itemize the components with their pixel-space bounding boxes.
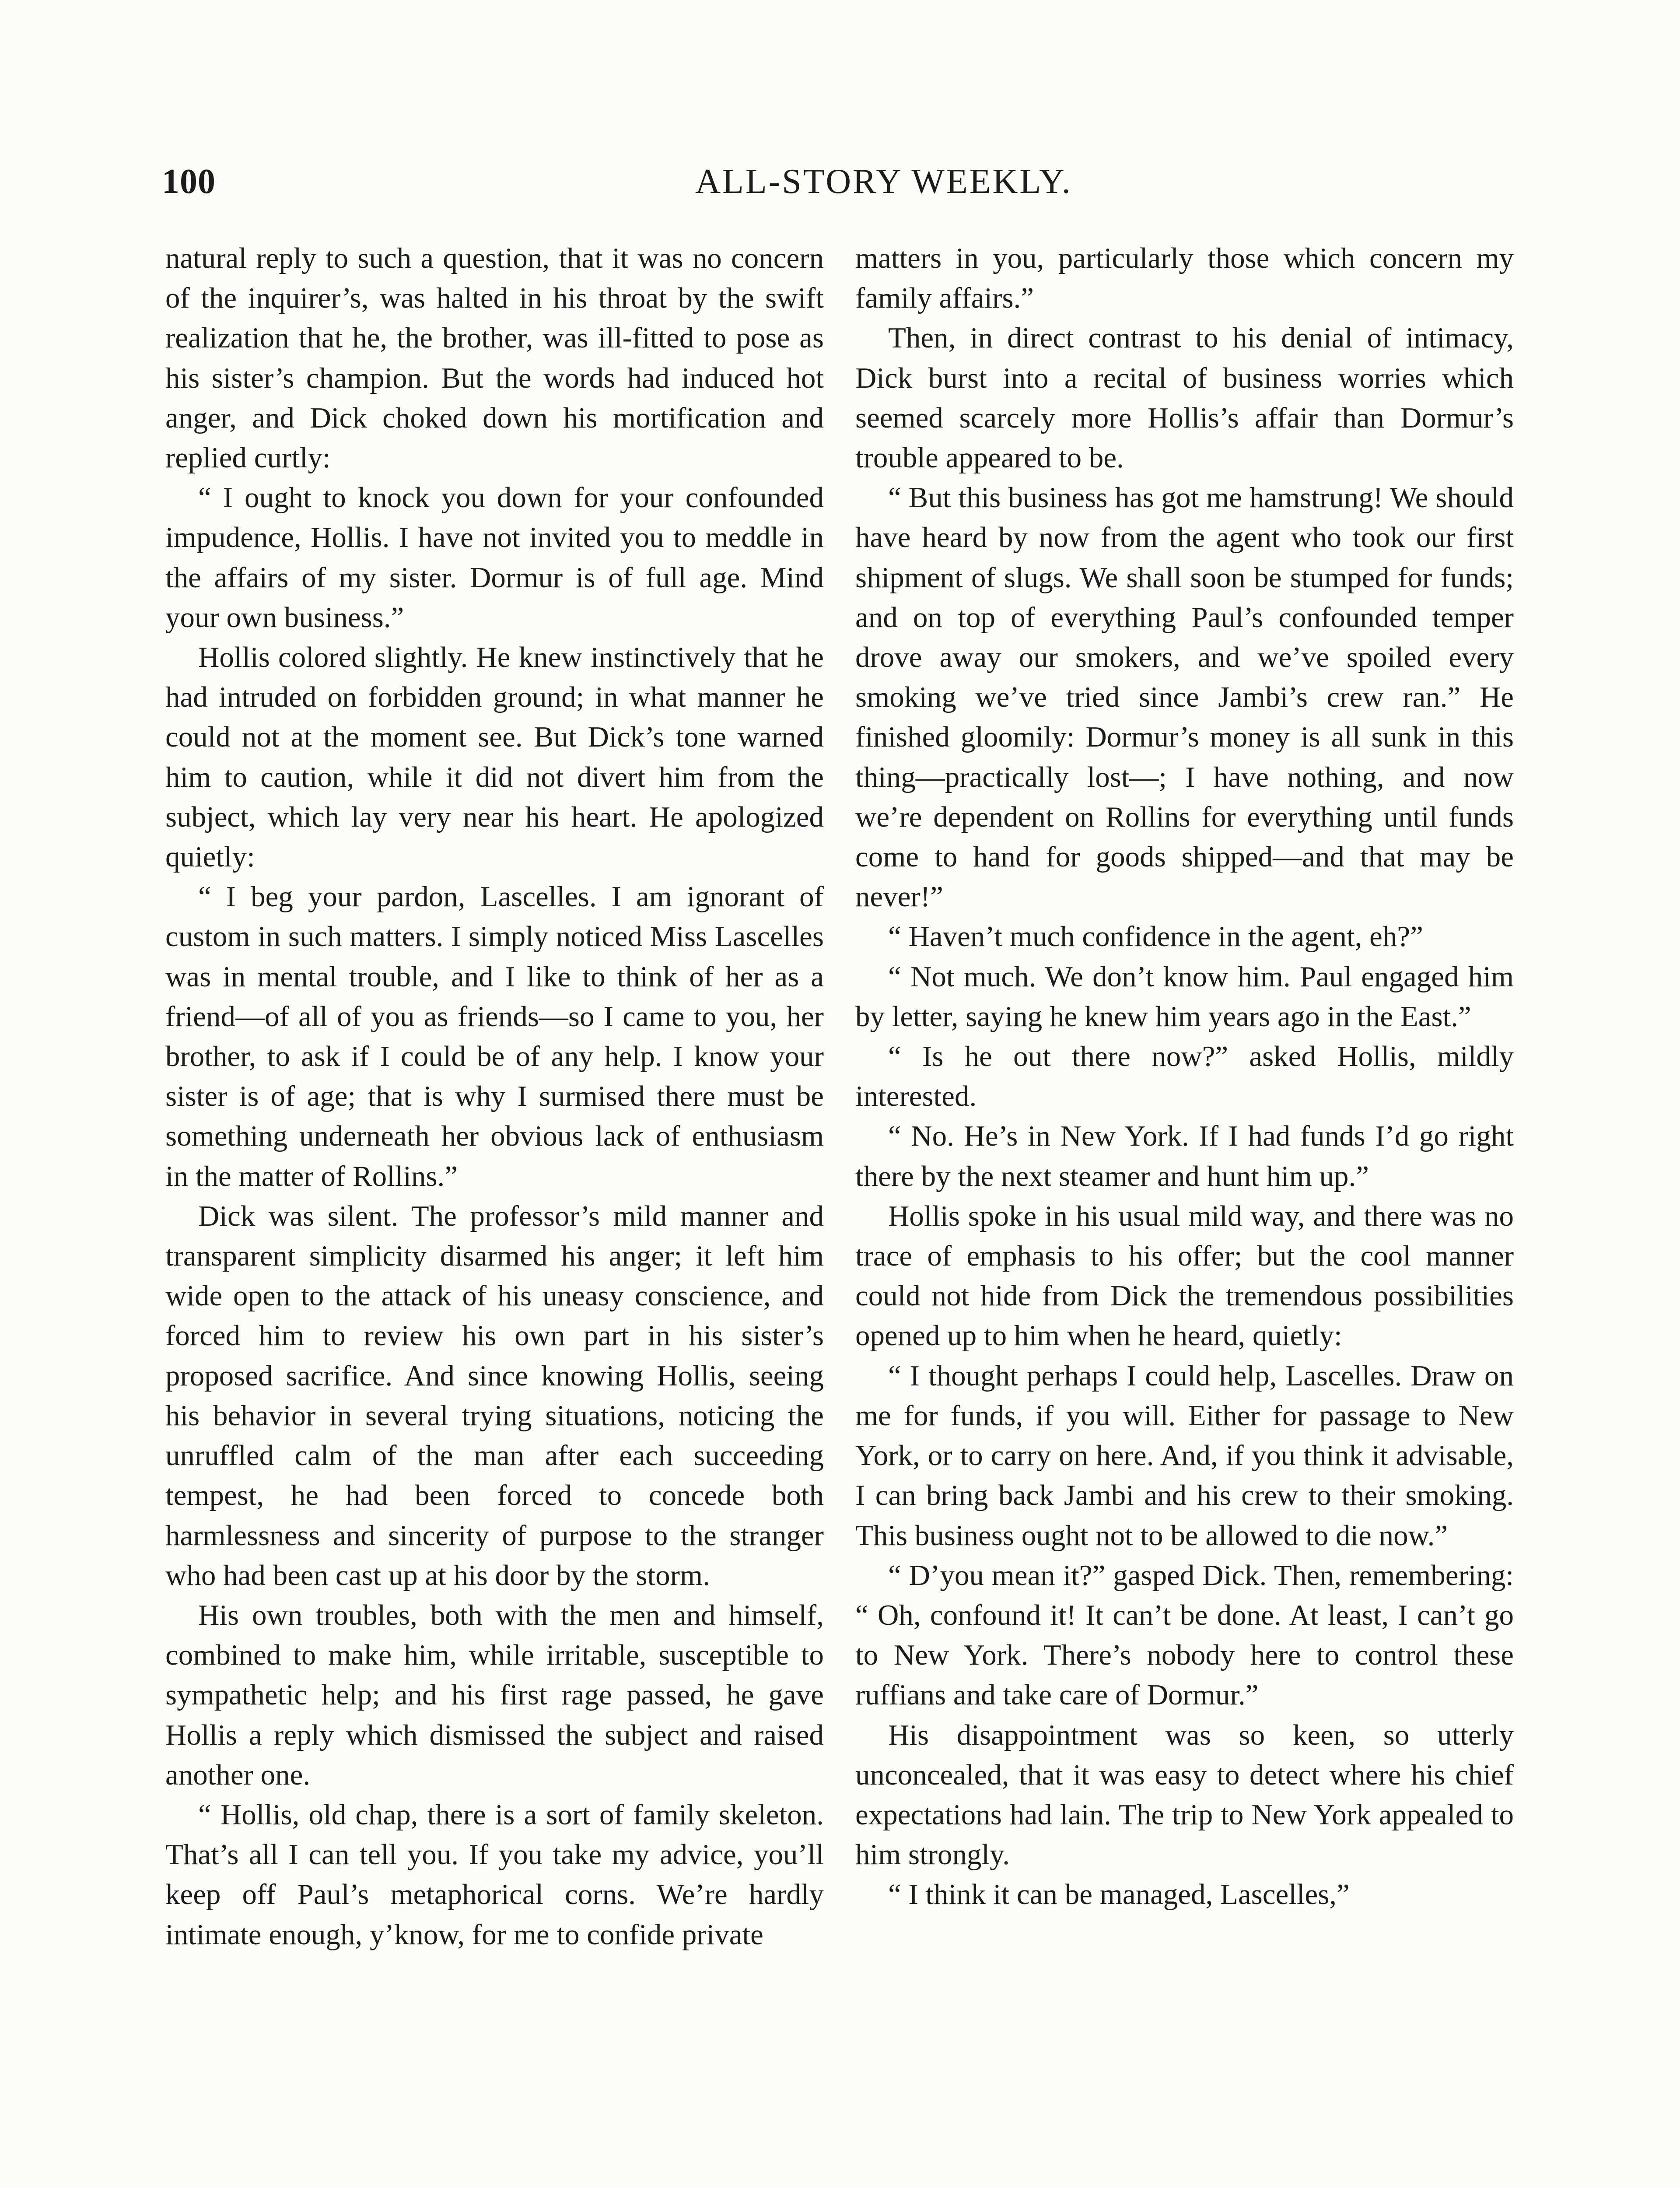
paragraph: “ I beg your pardon, Lascelles. I am ignorant of custom in such matters. I simply noticed Miss Lascelles was in mental trouble, and I like to think of her as a friend—of all of you as friends—so I came to you, her brother, to ask if I could be of any help. I know your sister is of age; that is why I surmised there must be something underneath her obvious lack of enthusiasm in the matter of Rollins.” (165, 880, 824, 1192)
paragraph: “ Is he out there now?” asked Hollis, mildly interested. (855, 1040, 1514, 1113)
paragraph: “ No. He’s in New York. If I had funds I’d go right there by the next steamer and hunt him up.” (855, 1120, 1514, 1192)
paragraph: “ D’you mean it?” gasped Dick. Then, remembering: “ Oh, confound it! It can’t be done. At least, I can’t go to New York. There’s nobody here to control these ruffians and take care of Dormur.” (855, 1559, 1514, 1711)
running-head (162, 162, 1518, 210)
paragraph: Hollis colored slightly. He knew instinctively that he had intruded on forbidden ground; in what manner he could not at the moment see. But Dick’s tone warned him to caution, while it did not divert him from the subject, which lay very near his heart. He apologized quietly: (165, 641, 824, 873)
paragraph: Then, in direct contrast to his denial of intimacy, Dick burst into a recital of business worries which seemed scarcely more Hollis’s affair than Dormur’s trouble appeared to be. (855, 322, 1514, 474)
journal-title: ALL-STORY WEEKLY. (695, 162, 1072, 201)
paragraph: Dick was silent. The professor’s mild manner and transparent simplicity disarmed his anger; it left him wide open to the attack of his uneasy conscience, and forced him to review his own part in his sister’s proposed sacrifice. And since knowing Hollis, seeing his behavior in several trying situations, noticing the unruffled calm of the man after each succeeding tempest, he had been forced to concede both harmlessness and sincerity of purpose to the stranger who had been cast up at his door by the storm. (165, 1199, 824, 1592)
page-number: 100 (162, 162, 216, 201)
paragraph: Hollis spoke in his usual mild way, and there was no trace of emphasis to his offer; but the cool manner could not hide from Dick the tremendous possibilities opened up to him when he heard, quietly: (855, 1199, 1514, 1352)
paragraph: “ Haven’t much confidence in the agent, eh?” (888, 920, 1423, 953)
right-column (855, 238, 1514, 1915)
paragraph: His disappointment was so keen, so utterly unconcealed, that it was easy to detect where his chief expectations had lain. The trip to New York appealed to him strongly. (855, 1718, 1514, 1871)
paragraph: matters in you, particularly those which concern my family affairs.” (855, 242, 1514, 315)
paragraph: “ I think it can be managed, Lascelles,” (888, 1878, 1350, 1911)
paragraph: “ But this business has got me hamstrung! We should have heard by now from the agent who took our first shipment of slugs. We shall soon be stumped for funds; and on top of everything Paul’s confounded temper drove away our smokers, and we’ve spoiled every smoking we’ve tried since Jambi’s crew ran.” He finished gloomily: Dormur’s money is all sunk in this thing—practically lost—; I have nothing, and now we’re dependent on Rollins for everything until funds come to hand for goods shipped—and that may be never!” (855, 481, 1514, 913)
paragraph: “ Not much. We don’t know him. Paul engaged him by letter, saying he knew him years ago in the East.” (855, 960, 1514, 1033)
paragraph: “ Hollis, old chap, there is a sort of family skeleton. That’s all I can tell you. If you take my advice, you’ll keep off Paul’s metaphorical corns. We’re hardly intimate enough, y’know, for me to confide private (165, 1798, 824, 1951)
paragraph: His own troubles, both with the men and himself, combined to make him, while irritable, susceptible to sympathetic help; and his first rage passed, he gave Hollis a reply which dismissed the subject and raised another one. (165, 1599, 824, 1791)
left-column (165, 238, 824, 1955)
paragraph: “ I ought to knock you down for your confounded impudence, Hollis. I have not invited you to meddle in the affairs of my sister. Dormur is of full age. Mind your own business.” (165, 481, 824, 634)
paragraph: natural reply to such a question, that it was no concern of the inquirer’s, was halted in his throat by the swift realization that he, the brother, was ill-fitted to pose as his sister’s champion. But the words had induced hot anger, and Dick choked down his mortification and replied curtly: (165, 242, 824, 474)
paragraph: “ I thought perhaps I could help, Lascelles. Draw on me for funds, if you will. Either for passage to New York, or to carry on here. And, if you think it advisable, I can bring back Jambi and his crew to their smoking. This business ought not to be allowed to die now.” (855, 1359, 1514, 1552)
